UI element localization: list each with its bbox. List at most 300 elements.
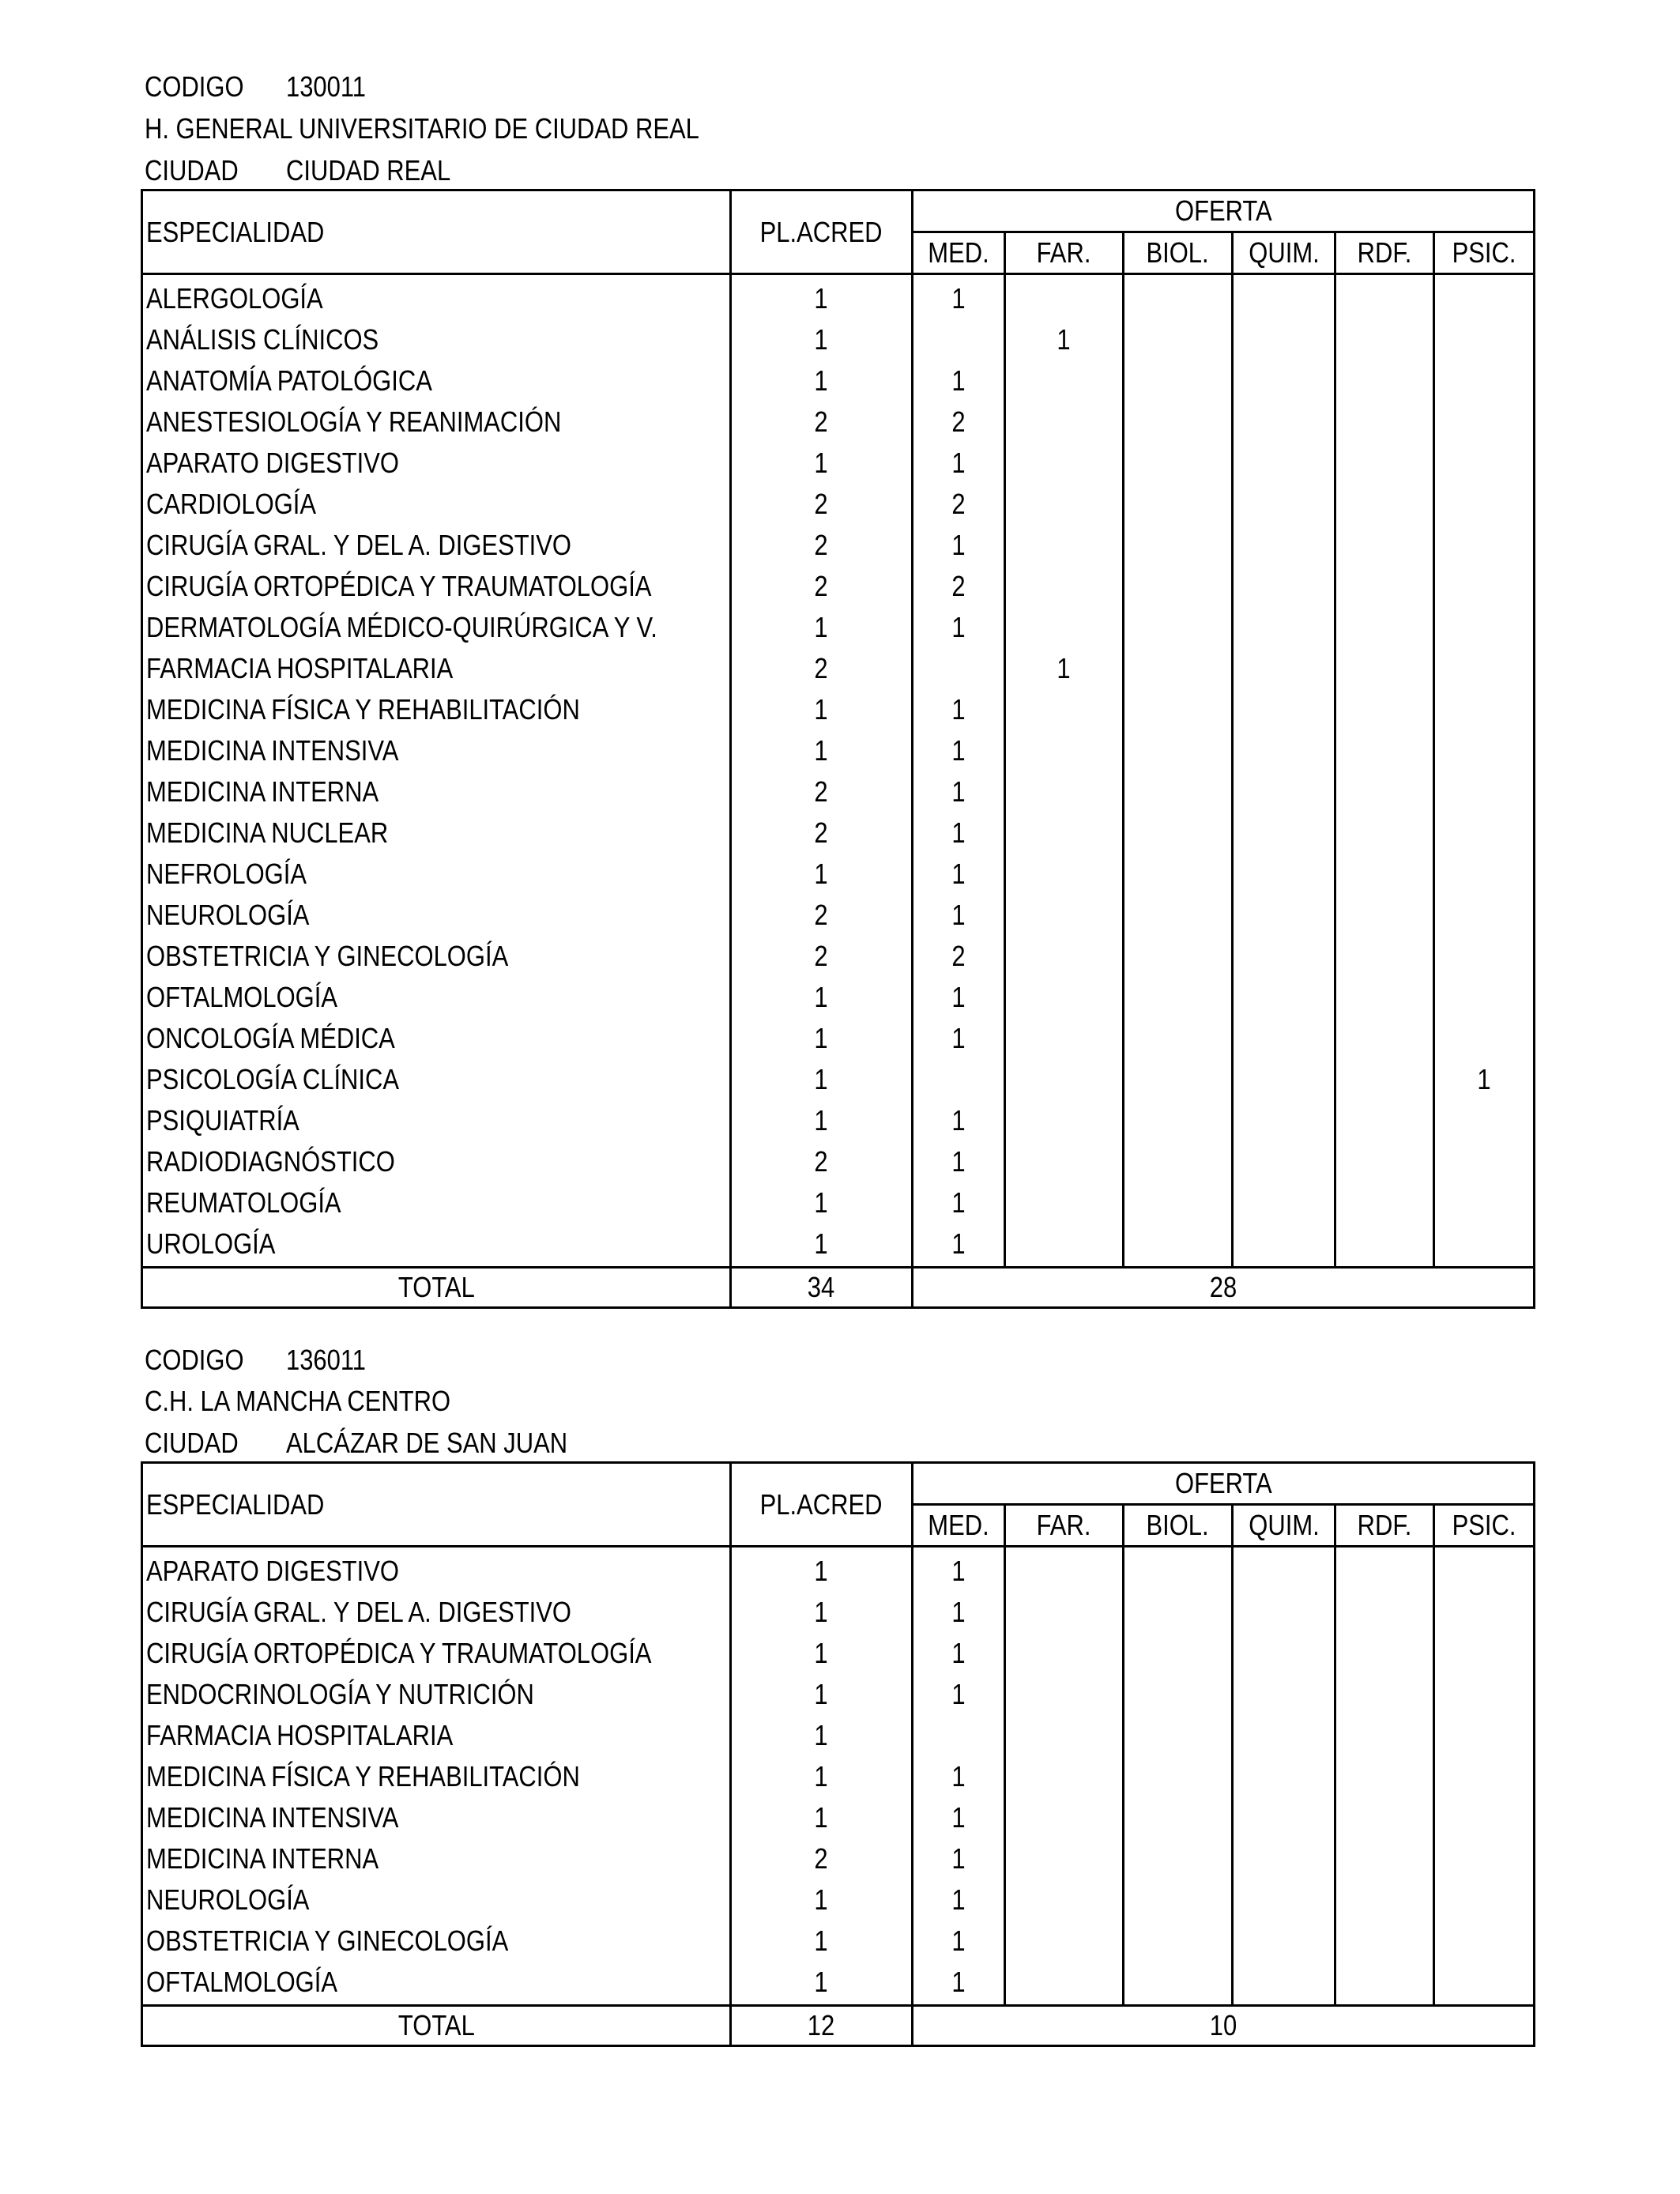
cell-psic bbox=[1434, 607, 1535, 648]
table-row bbox=[142, 525, 1535, 566]
cell-quim bbox=[1233, 1962, 1335, 2006]
cell-quim bbox=[1233, 1921, 1335, 1962]
cell-biol bbox=[1124, 854, 1233, 895]
cell-quim bbox=[1233, 566, 1335, 607]
cell-especialidad: ONCOLOGÍA MÉDICA bbox=[142, 1018, 731, 1059]
cell-especialidad: MEDICINA NUCLEAR bbox=[142, 812, 731, 854]
cell-psic bbox=[1434, 771, 1535, 812]
cell-rdf bbox=[1335, 1100, 1434, 1141]
total-row bbox=[142, 2006, 1535, 2046]
cell-placred: 1 bbox=[731, 1018, 913, 1059]
cell-placred: 1 bbox=[731, 977, 913, 1018]
hospital-name: C.H. LA MANCHA CENTRO bbox=[145, 1385, 451, 1417]
table-row bbox=[142, 1592, 1535, 1633]
table-row bbox=[142, 1756, 1535, 1797]
cell-med: 1 bbox=[913, 1921, 1005, 1962]
cell-placred: 1 bbox=[731, 1756, 913, 1797]
cell-psic bbox=[1434, 1797, 1535, 1838]
table-row bbox=[142, 1715, 1535, 1756]
cell-especialidad: CARDIOLOGÍA bbox=[142, 484, 731, 525]
cell-placred: 1 bbox=[731, 1921, 913, 1962]
cell-biol bbox=[1124, 1921, 1233, 1962]
cell-quim bbox=[1233, 689, 1335, 730]
cell-placred: 1 bbox=[731, 1633, 913, 1674]
cell-far: 1 bbox=[1005, 648, 1124, 689]
cell-placred: 1 bbox=[731, 1797, 913, 1838]
cell-quim bbox=[1233, 1756, 1335, 1797]
cell-far bbox=[1005, 1100, 1124, 1141]
cell-placred: 1 bbox=[731, 1547, 913, 1593]
cell-biol bbox=[1124, 648, 1233, 689]
cell-med: 1 bbox=[913, 1182, 1005, 1223]
cell-far bbox=[1005, 1962, 1124, 2006]
table-row bbox=[142, 443, 1535, 484]
cell-far bbox=[1005, 1223, 1124, 1268]
cell-far bbox=[1005, 771, 1124, 812]
cell-placred: 1 bbox=[731, 319, 913, 360]
table-row bbox=[142, 1674, 1535, 1715]
cell-med: 1 bbox=[913, 689, 1005, 730]
cell-psic bbox=[1434, 648, 1535, 689]
cell-quim bbox=[1233, 1141, 1335, 1182]
cell-rdf bbox=[1335, 525, 1434, 566]
header-med: MED. bbox=[913, 232, 1005, 274]
header-rdf: RDF. bbox=[1335, 232, 1434, 274]
cell-rdf bbox=[1335, 443, 1434, 484]
table-row bbox=[142, 360, 1535, 401]
cell-rdf bbox=[1335, 360, 1434, 401]
cell-biol bbox=[1124, 1018, 1233, 1059]
cell-rdf bbox=[1335, 977, 1434, 1018]
ciudad-label: CIUDAD bbox=[145, 1427, 239, 1459]
cell-placred: 2 bbox=[731, 1838, 913, 1879]
cell-med bbox=[913, 319, 1005, 360]
table-body bbox=[142, 274, 1535, 1268]
cell-quim bbox=[1233, 1797, 1335, 1838]
cell-far bbox=[1005, 1182, 1124, 1223]
cell-rdf bbox=[1335, 1547, 1434, 1593]
cell-med: 1 bbox=[913, 360, 1005, 401]
cell-far bbox=[1005, 274, 1124, 320]
cell-biol bbox=[1124, 1223, 1233, 1268]
cell-especialidad: NEUROLOGÍA bbox=[142, 1879, 731, 1921]
cell-psic bbox=[1434, 1756, 1535, 1797]
table-row bbox=[142, 401, 1535, 443]
cell-quim bbox=[1233, 936, 1335, 977]
table-row bbox=[142, 977, 1535, 1018]
cell-far bbox=[1005, 1838, 1124, 1879]
cell-quim bbox=[1233, 1674, 1335, 1715]
cell-especialidad: MEDICINA INTERNA bbox=[142, 1838, 731, 1879]
table-row bbox=[142, 1921, 1535, 1962]
header-psic: PSIC. bbox=[1434, 1505, 1535, 1547]
cell-rdf bbox=[1335, 1838, 1434, 1879]
table-row bbox=[142, 274, 1535, 320]
cell-med: 1 bbox=[913, 1797, 1005, 1838]
cell-far bbox=[1005, 977, 1124, 1018]
cell-biol bbox=[1124, 771, 1233, 812]
table-row bbox=[142, 607, 1535, 648]
cell-especialidad: MEDICINA INTENSIVA bbox=[142, 1797, 731, 1838]
cell-especialidad: CIRUGÍA ORTOPÉDICA Y TRAUMATOLOGÍA bbox=[142, 1633, 731, 1674]
cell-psic: 1 bbox=[1434, 1059, 1535, 1100]
cell-psic bbox=[1434, 525, 1535, 566]
table-row bbox=[142, 1838, 1535, 1879]
cell-med: 1 bbox=[913, 1838, 1005, 1879]
cell-placred: 1 bbox=[731, 689, 913, 730]
cell-placred: 1 bbox=[731, 1879, 913, 1921]
cell-med: 2 bbox=[913, 401, 1005, 443]
table-row bbox=[142, 1962, 1535, 2006]
cell-rdf bbox=[1335, 1018, 1434, 1059]
cell-especialidad: OFTALMOLOGÍA bbox=[142, 1962, 731, 2006]
cell-med: 1 bbox=[913, 274, 1005, 320]
cell-quim bbox=[1233, 1182, 1335, 1223]
cell-psic bbox=[1434, 1547, 1535, 1593]
cell-quim bbox=[1233, 1633, 1335, 1674]
cell-psic bbox=[1434, 1223, 1535, 1268]
cell-rdf bbox=[1335, 566, 1434, 607]
table-row bbox=[142, 1141, 1535, 1182]
cell-especialidad: ANÁLISIS CLÍNICOS bbox=[142, 319, 731, 360]
cell-placred: 1 bbox=[731, 1592, 913, 1633]
header-oferta: OFERTA bbox=[913, 1463, 1535, 1505]
cell-especialidad: MEDICINA FÍSICA Y REHABILITACIÓN bbox=[142, 689, 731, 730]
cell-far bbox=[1005, 730, 1124, 771]
cell-quim bbox=[1233, 443, 1335, 484]
table-row bbox=[142, 1223, 1535, 1268]
cell-psic bbox=[1434, 1879, 1535, 1921]
cell-biol bbox=[1124, 360, 1233, 401]
cell-biol bbox=[1124, 977, 1233, 1018]
cell-psic bbox=[1434, 566, 1535, 607]
cell-biol bbox=[1124, 689, 1233, 730]
cell-especialidad: MEDICINA INTERNA bbox=[142, 771, 731, 812]
cell-biol bbox=[1124, 1756, 1233, 1797]
cell-med: 2 bbox=[913, 484, 1005, 525]
table-row bbox=[142, 484, 1535, 525]
cell-especialidad: DERMATOLOGÍA MÉDICO-QUIRÚRGICA Y V. bbox=[142, 607, 731, 648]
cell-rdf bbox=[1335, 1715, 1434, 1756]
cell-med: 1 bbox=[913, 1223, 1005, 1268]
cell-quim bbox=[1233, 1879, 1335, 1921]
table-row bbox=[142, 1797, 1535, 1838]
table-row bbox=[142, 1879, 1535, 1921]
cell-med: 1 bbox=[913, 1592, 1005, 1633]
cell-placred: 1 bbox=[731, 274, 913, 320]
cell-med bbox=[913, 1715, 1005, 1756]
cell-placred: 1 bbox=[731, 1182, 913, 1223]
cell-biol bbox=[1124, 443, 1233, 484]
table-row bbox=[142, 648, 1535, 689]
especialidades-table bbox=[141, 189, 1535, 1309]
cell-rdf bbox=[1335, 1879, 1434, 1921]
total-oferta: 10 bbox=[913, 2006, 1535, 2046]
cell-far bbox=[1005, 1797, 1124, 1838]
cell-rdf bbox=[1335, 936, 1434, 977]
cell-quim bbox=[1233, 812, 1335, 854]
cell-placred: 1 bbox=[731, 1100, 913, 1141]
cell-placred: 1 bbox=[731, 854, 913, 895]
total-placred: 34 bbox=[731, 1268, 913, 1308]
cell-placred: 2 bbox=[731, 484, 913, 525]
cell-rdf bbox=[1335, 895, 1434, 936]
cell-med: 1 bbox=[913, 1962, 1005, 2006]
cell-especialidad: OBSTETRICIA Y GINECOLOGÍA bbox=[142, 1921, 731, 1962]
cell-placred: 1 bbox=[731, 1223, 913, 1268]
cell-especialidad: FARMACIA HOSPITALARIA bbox=[142, 1715, 731, 1756]
cell-med bbox=[913, 1059, 1005, 1100]
codigo-value: 130011 bbox=[286, 70, 367, 103]
cell-far: 1 bbox=[1005, 319, 1124, 360]
table-row bbox=[142, 1547, 1535, 1593]
cell-far bbox=[1005, 525, 1124, 566]
cell-quim bbox=[1233, 1223, 1335, 1268]
cell-psic bbox=[1434, 936, 1535, 977]
cell-rdf bbox=[1335, 1756, 1434, 1797]
header-especialidad: ESPECIALIDAD bbox=[142, 1463, 731, 1547]
cell-placred: 2 bbox=[731, 401, 913, 443]
header-biol: BIOL. bbox=[1124, 232, 1233, 274]
cell-rdf bbox=[1335, 1059, 1434, 1100]
cell-psic bbox=[1434, 812, 1535, 854]
cell-placred: 1 bbox=[731, 1059, 913, 1100]
cell-rdf bbox=[1335, 607, 1434, 648]
cell-especialidad: CIRUGÍA GRAL. Y DEL A. DIGESTIVO bbox=[142, 1592, 731, 1633]
cell-quim bbox=[1233, 401, 1335, 443]
cell-far bbox=[1005, 484, 1124, 525]
cell-biol bbox=[1124, 1633, 1233, 1674]
cell-especialidad: NEUROLOGÍA bbox=[142, 895, 731, 936]
cell-rdf bbox=[1335, 1223, 1434, 1268]
cell-far bbox=[1005, 854, 1124, 895]
cell-psic bbox=[1434, 895, 1535, 936]
cell-especialidad: NEFROLOGÍA bbox=[142, 854, 731, 895]
cell-far bbox=[1005, 1547, 1124, 1593]
cell-psic bbox=[1434, 1182, 1535, 1223]
cell-far bbox=[1005, 360, 1124, 401]
ciudad-value: ALCÁZAR DE SAN JUAN bbox=[286, 1427, 568, 1459]
table-row bbox=[142, 319, 1535, 360]
cell-far bbox=[1005, 1018, 1124, 1059]
header-rdf: RDF. bbox=[1335, 1505, 1434, 1547]
cell-far bbox=[1005, 1879, 1124, 1921]
cell-psic bbox=[1434, 401, 1535, 443]
table-row bbox=[142, 1633, 1535, 1674]
cell-psic bbox=[1434, 1921, 1535, 1962]
cell-biol bbox=[1124, 607, 1233, 648]
total-placred: 12 bbox=[731, 2006, 913, 2046]
cell-psic bbox=[1434, 977, 1535, 1018]
cell-psic bbox=[1434, 1962, 1535, 2006]
cell-biol bbox=[1124, 1059, 1233, 1100]
cell-psic bbox=[1434, 1141, 1535, 1182]
cell-biol bbox=[1124, 1879, 1233, 1921]
cell-psic bbox=[1434, 1715, 1535, 1756]
cell-especialidad: CIRUGÍA GRAL. Y DEL A. DIGESTIVO bbox=[142, 525, 731, 566]
cell-psic bbox=[1434, 274, 1535, 320]
cell-placred: 1 bbox=[731, 730, 913, 771]
table-body bbox=[142, 1547, 1535, 2006]
cell-biol bbox=[1124, 401, 1233, 443]
total-oferta: 28 bbox=[913, 1268, 1535, 1308]
cell-biol bbox=[1124, 1100, 1233, 1141]
cell-rdf bbox=[1335, 1141, 1434, 1182]
cell-rdf bbox=[1335, 1921, 1434, 1962]
cell-quim bbox=[1233, 1547, 1335, 1593]
cell-far bbox=[1005, 1059, 1124, 1100]
ciudad-label: CIUDAD bbox=[145, 154, 239, 187]
cell-med: 2 bbox=[913, 566, 1005, 607]
cell-biol bbox=[1124, 1182, 1233, 1223]
hospital-name: H. GENERAL UNIVERSITARIO DE CIUDAD REAL bbox=[145, 112, 699, 145]
cell-psic bbox=[1434, 730, 1535, 771]
cell-quim bbox=[1233, 1715, 1335, 1756]
cell-placred: 1 bbox=[731, 360, 913, 401]
cell-rdf bbox=[1335, 1633, 1434, 1674]
cell-med: 1 bbox=[913, 771, 1005, 812]
table-row bbox=[142, 1059, 1535, 1100]
cell-far bbox=[1005, 936, 1124, 977]
cell-biol bbox=[1124, 319, 1233, 360]
cell-psic bbox=[1434, 689, 1535, 730]
cell-quim bbox=[1233, 1592, 1335, 1633]
cell-placred: 1 bbox=[731, 1715, 913, 1756]
cell-rdf bbox=[1335, 1962, 1434, 2006]
cell-psic bbox=[1434, 319, 1535, 360]
cell-rdf bbox=[1335, 401, 1434, 443]
cell-biol bbox=[1124, 1838, 1233, 1879]
cell-far bbox=[1005, 401, 1124, 443]
cell-med: 1 bbox=[913, 1547, 1005, 1593]
total-row bbox=[142, 1268, 1535, 1308]
cell-especialidad: UROLOGÍA bbox=[142, 1223, 731, 1268]
cell-placred: 1 bbox=[731, 607, 913, 648]
cell-placred: 1 bbox=[731, 443, 913, 484]
cell-med: 1 bbox=[913, 1674, 1005, 1715]
cell-quim bbox=[1233, 525, 1335, 566]
cell-psic bbox=[1434, 1592, 1535, 1633]
cell-med: 1 bbox=[913, 525, 1005, 566]
cell-rdf bbox=[1335, 854, 1434, 895]
total-label: TOTAL bbox=[142, 2006, 731, 2046]
cell-quim bbox=[1233, 771, 1335, 812]
table-row bbox=[142, 566, 1535, 607]
table-row bbox=[142, 895, 1535, 936]
cell-placred: 2 bbox=[731, 771, 913, 812]
cell-med: 1 bbox=[913, 1141, 1005, 1182]
cell-especialidad: OFTALMOLOGÍA bbox=[142, 977, 731, 1018]
cell-biol bbox=[1124, 895, 1233, 936]
cell-quim bbox=[1233, 1059, 1335, 1100]
cell-far bbox=[1005, 689, 1124, 730]
cell-far bbox=[1005, 607, 1124, 648]
cell-far bbox=[1005, 895, 1124, 936]
cell-placred: 1 bbox=[731, 1674, 913, 1715]
header-far: FAR. bbox=[1005, 1505, 1124, 1547]
cell-quim bbox=[1233, 484, 1335, 525]
cell-biol bbox=[1124, 274, 1233, 320]
cell-especialidad: CIRUGÍA ORTOPÉDICA Y TRAUMATOLOGÍA bbox=[142, 566, 731, 607]
cell-rdf bbox=[1335, 771, 1434, 812]
cell-rdf bbox=[1335, 730, 1434, 771]
cell-med: 1 bbox=[913, 854, 1005, 895]
cell-especialidad: PSICOLOGÍA CLÍNICA bbox=[142, 1059, 731, 1100]
cell-placred: 2 bbox=[731, 812, 913, 854]
ciudad-value: CIUDAD REAL bbox=[286, 154, 451, 187]
cell-rdf bbox=[1335, 1674, 1434, 1715]
table-row bbox=[142, 1182, 1535, 1223]
cell-med: 1 bbox=[913, 730, 1005, 771]
cell-quim bbox=[1233, 1100, 1335, 1141]
cell-especialidad: RADIODIAGNÓSTICO bbox=[142, 1141, 731, 1182]
cell-quim bbox=[1233, 895, 1335, 936]
header-biol: BIOL. bbox=[1124, 1505, 1233, 1547]
cell-placred: 2 bbox=[731, 936, 913, 977]
table-row bbox=[142, 1018, 1535, 1059]
cell-quim bbox=[1233, 607, 1335, 648]
cell-rdf bbox=[1335, 1592, 1434, 1633]
cell-placred: 2 bbox=[731, 895, 913, 936]
cell-rdf bbox=[1335, 484, 1434, 525]
cell-med: 1 bbox=[913, 812, 1005, 854]
cell-biol bbox=[1124, 1674, 1233, 1715]
cell-especialidad: ENDOCRINOLOGÍA Y NUTRICIÓN bbox=[142, 1674, 731, 1715]
cell-far bbox=[1005, 812, 1124, 854]
cell-especialidad: OBSTETRICIA Y GINECOLOGÍA bbox=[142, 936, 731, 977]
cell-especialidad: ANATOMÍA PATOLÓGICA bbox=[142, 360, 731, 401]
cell-placred: 1 bbox=[731, 1962, 913, 2006]
cell-placred: 2 bbox=[731, 525, 913, 566]
cell-quim bbox=[1233, 648, 1335, 689]
cell-placred: 2 bbox=[731, 1141, 913, 1182]
cell-med: 1 bbox=[913, 607, 1005, 648]
cell-biol bbox=[1124, 566, 1233, 607]
cell-psic bbox=[1434, 1633, 1535, 1674]
header-placred: PL.ACRED bbox=[731, 1463, 913, 1547]
cell-med: 1 bbox=[913, 1018, 1005, 1059]
cell-quim bbox=[1233, 274, 1335, 320]
cell-biol bbox=[1124, 1715, 1233, 1756]
table-row bbox=[142, 936, 1535, 977]
cell-med bbox=[913, 648, 1005, 689]
table-row bbox=[142, 812, 1535, 854]
cell-psic bbox=[1434, 854, 1535, 895]
cell-psic bbox=[1434, 1838, 1535, 1879]
cell-especialidad: ALERGOLOGÍA bbox=[142, 274, 731, 320]
cell-far bbox=[1005, 1141, 1124, 1182]
header-far: FAR. bbox=[1005, 232, 1124, 274]
cell-far bbox=[1005, 566, 1124, 607]
cell-far bbox=[1005, 443, 1124, 484]
cell-biol bbox=[1124, 812, 1233, 854]
header-quim: QUIM. bbox=[1233, 1505, 1335, 1547]
cell-psic bbox=[1434, 1018, 1535, 1059]
codigo-value: 136011 bbox=[286, 1344, 367, 1376]
cell-biol bbox=[1124, 525, 1233, 566]
table-row bbox=[142, 1100, 1535, 1141]
table-row bbox=[142, 689, 1535, 730]
header-especialidad: ESPECIALIDAD bbox=[142, 190, 731, 274]
cell-med: 2 bbox=[913, 936, 1005, 977]
cell-far bbox=[1005, 1921, 1124, 1962]
cell-psic bbox=[1434, 484, 1535, 525]
header-placred: PL.ACRED bbox=[731, 190, 913, 274]
codigo-label: CODIGO bbox=[145, 70, 244, 103]
cell-med: 1 bbox=[913, 977, 1005, 1018]
cell-rdf bbox=[1335, 1797, 1434, 1838]
cell-far bbox=[1005, 1592, 1124, 1633]
